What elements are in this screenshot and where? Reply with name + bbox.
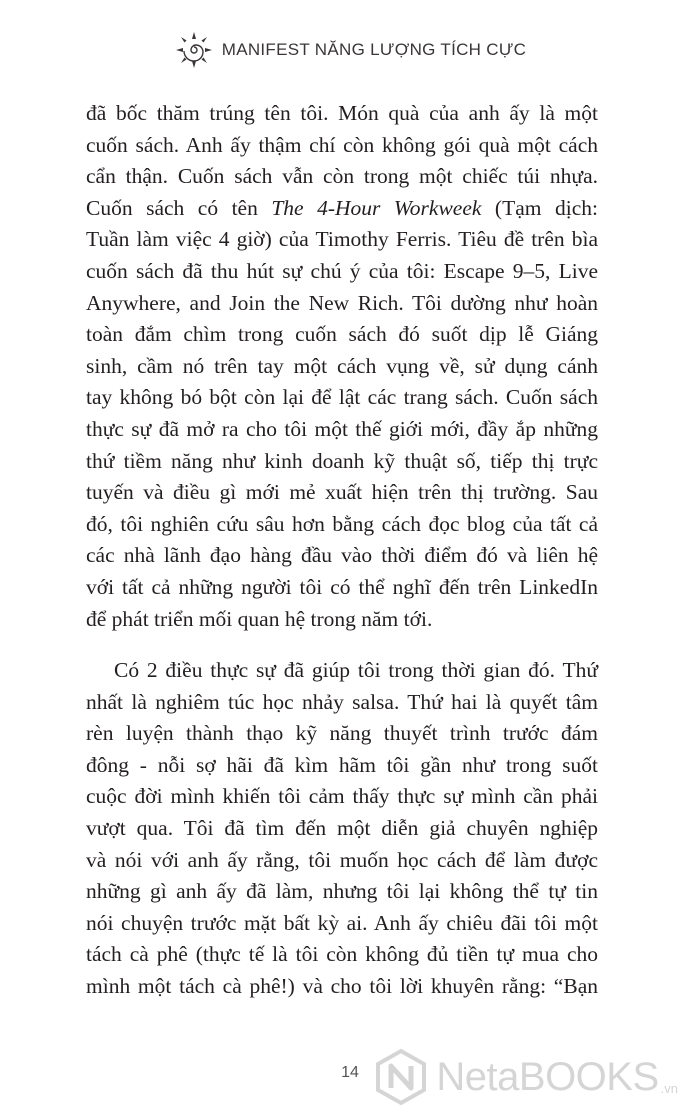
text-line <box>86 161 598 193</box>
text-line <box>86 130 598 162</box>
text-line <box>86 540 598 572</box>
text-line <box>86 781 598 813</box>
header-title: MANIFEST NĂNG LƯỢNG TÍCH CỰC <box>221 40 527 59</box>
text-segment: nhất là nghiêm túc học nhảy salsa. Thứ hai là quyết tâm <box>86 689 598 714</box>
text-segment: với tất cả những người tôi có thể nghĩ đến trên LinkedIn <box>86 574 598 599</box>
text-line <box>86 193 598 225</box>
sun-spiral-icon <box>174 30 214 70</box>
text-line <box>86 414 598 446</box>
text-segment: tách cà phê (thực tế là tôi còn không đủ tiền tự mua cho <box>86 942 598 967</box>
text-line <box>86 288 598 320</box>
page-number: 14 <box>341 1064 359 1081</box>
text-line <box>86 382 598 414</box>
watermark-text: NetaBOOKS <box>436 1054 659 1099</box>
text-line <box>86 813 598 845</box>
watermark <box>372 1048 678 1106</box>
text-segment: vượt qua. Tôi đã tìm đến một diễn giả chuyên nghiệp <box>86 816 598 841</box>
text-segment: đó, tôi nghiên cứu sâu hơn bằng cách đọc blog của tất cả <box>86 511 598 536</box>
text-segment: Anywhere, and Join the New Rich. Tôi dường như hoàn <box>86 290 598 315</box>
text-line <box>86 509 598 541</box>
watermark-tld: .vn <box>660 1081 678 1096</box>
text-segment: đã bốc thăm trúng tên tôi. Món quà của anh ấy là một <box>86 101 598 125</box>
text-segment: cuốn sách đã thu hút sự chú ý của tôi: Escape 9–5, Live <box>86 258 598 283</box>
body-text <box>86 98 598 1003</box>
text-segment: thực sự đã mở ra cho tôi một thế giới mới, đầy ắp những <box>86 416 598 441</box>
text-line <box>86 572 598 604</box>
text-segment: rèn luyện thành thạo kỹ năng thuyết trình trước đám <box>86 721 598 746</box>
text-line <box>86 351 598 383</box>
text-line <box>86 98 598 130</box>
paragraph <box>86 655 598 1003</box>
text-segment: cẩn thận. Cuốn sách vẫn còn trong một chiếc túi nhựa. <box>86 164 598 189</box>
text-line <box>86 908 598 940</box>
text-segment: tuyến và điều gì mới mẻ xuất hiện trên thị trường. Sau <box>86 480 598 505</box>
text-segment: sinh, cầm nó trên tay một cách vụng về, sử dụng cánh <box>86 353 598 378</box>
text-line <box>86 687 598 719</box>
text-segment: các nhà lãnh đạo hàng đầu vào thời điểm đó và liên hệ <box>86 543 598 568</box>
text-line <box>86 876 598 908</box>
text-line <box>86 319 598 351</box>
text-segment: đông - nỗi sợ hãi đã kìm hãm tôi gần như trong suốt <box>86 752 598 777</box>
text-segment: Có 2 điều thực sự đã giúp tôi trong thời gian đó. Thứ <box>114 658 598 683</box>
text-line <box>86 939 598 971</box>
text-line <box>86 718 598 750</box>
text-line <box>86 655 598 687</box>
text-segment: (Tạm dịch: <box>481 195 598 220</box>
text-segment: để phát triển mối quan hệ trong năm tới. <box>86 606 433 631</box>
text-segment: tay không bó bột còn lại để lật các trang sách. Cuốn sách <box>86 385 598 410</box>
text-segment: mình một tách cà phê!) và cho tôi lời khuyên rằng: “Bạn <box>86 974 598 999</box>
netabooks-logo-icon <box>372 1048 430 1106</box>
text-line <box>86 446 598 478</box>
text-line <box>86 604 598 636</box>
text-line <box>86 224 598 256</box>
text-line <box>86 750 598 782</box>
text-segment: cuốn sách. Anh ấy thậm chí còn không gói quà một cách <box>86 132 598 157</box>
text-segment: thứ tiềm năng như kinh doanh kỹ thuật số, tiếp thị trực <box>86 448 598 473</box>
text-line <box>86 256 598 288</box>
book-title-italic: The 4-Hour Workweek <box>271 195 482 220</box>
paragraph <box>86 98 598 635</box>
text-segment: Tuần làm việc 4 giờ) của Timothy Ferris. Tiêu đề trên bìa <box>86 227 598 252</box>
text-segment: cuộc đời mình khiến tôi cảm thấy thực sự mình cần phải <box>86 784 598 809</box>
text-segment: và nói với anh ấy rằng, tôi muốn học cách để làm được <box>86 847 598 872</box>
text-line <box>86 477 598 509</box>
paragraph-gap <box>86 635 598 655</box>
text-line <box>86 971 598 1003</box>
running-header <box>0 30 700 70</box>
text-segment: những gì anh ấy đã làm, nhưng tôi lại không thể tự tin <box>86 879 598 904</box>
text-segment: Cuốn sách có tên <box>86 195 272 220</box>
text-segment: nói chuyện trước mặt bất kỳ ai. Anh ấy chiêu đãi tôi một <box>86 910 598 935</box>
text-segment: toàn đắm chìm trong cuốn sách đó suốt dịp lễ Giáng <box>86 322 598 347</box>
text-line <box>86 845 598 877</box>
